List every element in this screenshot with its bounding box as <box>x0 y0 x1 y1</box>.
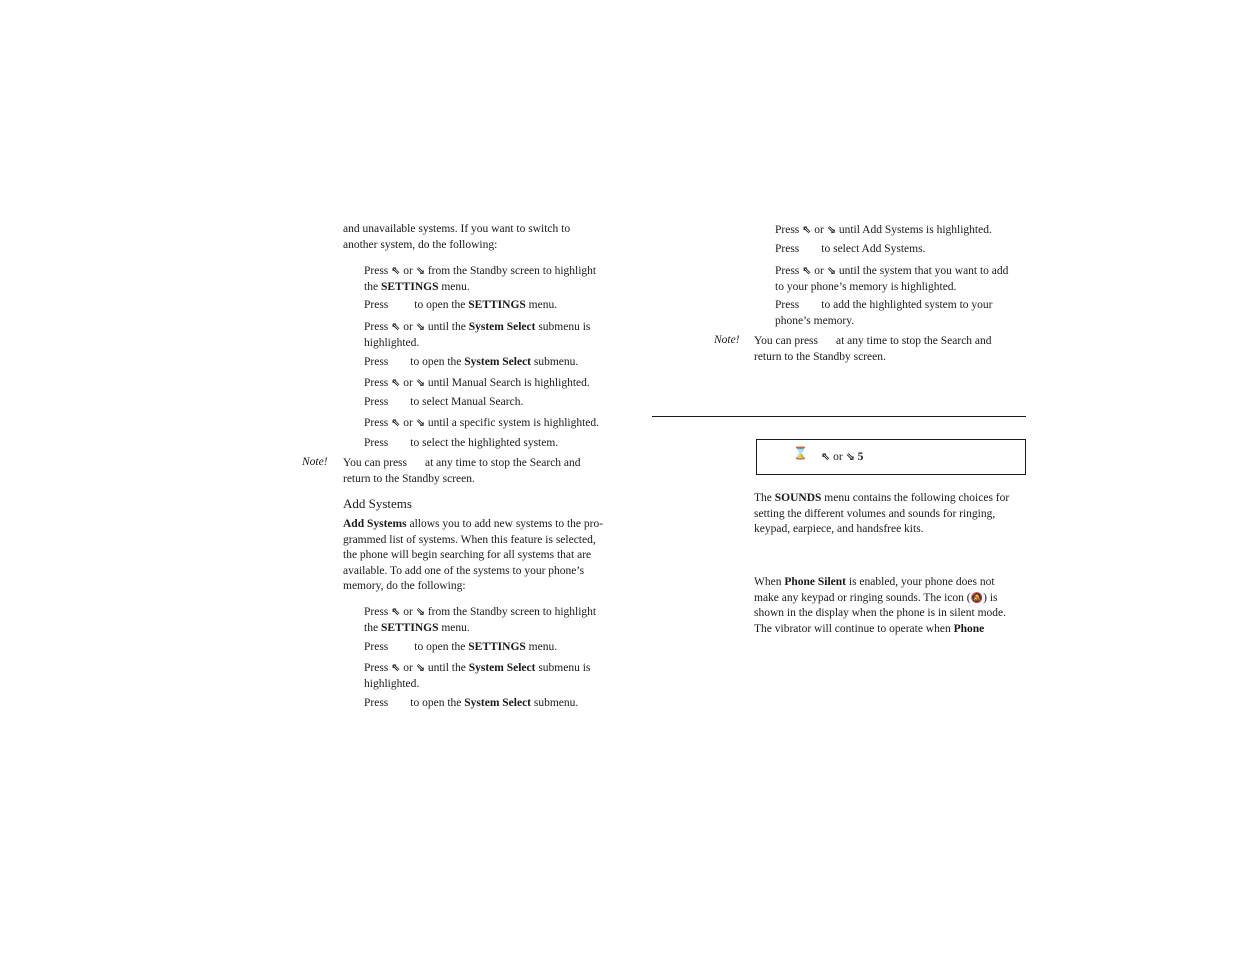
or-word: or <box>814 224 824 236</box>
para-line: allows you to add new systems to the pro- <box>406 518 604 530</box>
step-text: from the Standby screen to highlight <box>427 265 597 277</box>
or-word: or <box>403 417 413 429</box>
bell-off-icon: 🔕 <box>970 592 984 604</box>
step-5 <box>364 375 590 392</box>
up-arrow-icon: ⇖ <box>391 320 401 333</box>
down-arrow-icon: ⇘ <box>826 264 836 277</box>
step-11 <box>364 660 590 692</box>
press-word: Press <box>364 299 389 311</box>
intro-paragraph <box>343 222 570 253</box>
up-arrow-icon: ⇖ <box>391 264 401 277</box>
step-text: from the Standby screen to highlight <box>427 606 597 618</box>
press-word: Press <box>364 356 389 368</box>
menu-word: menu. <box>528 299 558 311</box>
note-text <box>754 334 992 365</box>
or-word: or <box>403 606 413 618</box>
down-arrow-icon: ⇘ <box>415 416 425 429</box>
up-arrow-icon: ⇖ <box>802 223 812 236</box>
step-text: to add the highlighted system to your <box>821 299 993 311</box>
note-line: You can press <box>754 335 818 347</box>
menu-word: menu. <box>441 280 470 293</box>
down-arrow-icon: ⇘ <box>415 605 425 618</box>
press-word: Press <box>364 396 389 408</box>
step-10 <box>364 640 557 656</box>
para-text: The <box>754 492 772 504</box>
or-word: or <box>403 265 413 277</box>
step-2 <box>364 298 557 314</box>
add-systems-paragraph <box>343 517 603 595</box>
para-line: the phone will begin searching for all systems that are <box>343 549 592 562</box>
settings-keyword: SETTINGS <box>468 641 526 653</box>
step-text: phone’s memory. <box>775 314 855 327</box>
para-line: menu contains the following choices for <box>824 492 1010 504</box>
step-text: to your phone’s memory is highlighted. <box>775 280 957 293</box>
silent-paragraph <box>754 575 1006 637</box>
settings-keyword: SETTINGS <box>380 280 439 293</box>
note-line: return to the Standby screen. <box>754 350 886 363</box>
step-text: to select Manual Search. <box>410 396 524 408</box>
sounds-paragraph <box>754 491 1009 538</box>
intro-line: another system, do the following: <box>343 238 498 251</box>
press-word: Press <box>775 265 800 277</box>
sounds-keyword: SOUNDS <box>774 492 822 504</box>
note-label: Note! <box>714 334 740 346</box>
step-text: submenu. <box>533 697 579 709</box>
press-word: Press <box>364 377 389 389</box>
step-r4 <box>775 298 992 329</box>
system-select-keyword: System Select <box>464 697 532 709</box>
step-text: to open the <box>410 356 462 368</box>
step-text: until the system that you want to add <box>838 265 1009 277</box>
note-line: at any time to stop the Search and <box>425 457 581 469</box>
press-word: Press <box>775 299 800 311</box>
note-label: Note! <box>302 456 328 468</box>
step-text: until Manual Search is highlighted. <box>427 377 590 389</box>
section-divider <box>652 416 1026 417</box>
shortcut-text <box>821 450 863 463</box>
step-r2 <box>775 242 925 258</box>
or-word: or <box>403 377 413 389</box>
step-text: highlighted. <box>364 677 420 690</box>
step-text: to open the <box>414 641 466 653</box>
system-select-keyword: System Select <box>468 662 536 674</box>
para-line: shown in the display when the phone is in silent mode. <box>754 607 1007 620</box>
step-text: submenu is <box>538 662 591 674</box>
step-text: to open the <box>414 299 466 311</box>
phone-keyword: Phone <box>953 622 985 635</box>
down-arrow-icon: ⇘ <box>826 223 836 236</box>
para-line: ) is <box>983 591 998 604</box>
press-word: Press <box>364 641 389 653</box>
step-text: until a specific system is highlighted. <box>427 417 600 429</box>
down-arrow-icon: ⇘ <box>415 661 425 674</box>
down-arrow-icon: ⇘ <box>415 376 425 389</box>
press-word: Press <box>775 243 800 255</box>
step-4 <box>364 355 578 371</box>
press-word: Press <box>364 697 389 709</box>
or-word: or <box>403 662 413 674</box>
para-line: available. To add one of the systems to your phone’s <box>343 564 585 577</box>
press-word: Press <box>364 417 389 429</box>
the-word: the <box>364 280 379 293</box>
step-3 <box>364 319 590 351</box>
note-line: return to the Standby screen. <box>343 472 475 485</box>
step-text: submenu. <box>533 356 579 368</box>
press-word: Press <box>364 265 389 277</box>
note-text <box>343 456 581 487</box>
up-arrow-icon: ⇖ <box>391 605 401 618</box>
section-heading: Add Systems <box>343 496 412 511</box>
down-arrow-icon: ⇘ <box>415 320 425 333</box>
up-arrow-icon: ⇖ <box>391 376 401 389</box>
menu-hourglass-icon: ⌛ <box>793 446 808 460</box>
step-7 <box>364 415 599 432</box>
step-12 <box>364 696 578 712</box>
down-arrow-icon: ⇘ <box>415 264 425 277</box>
up-arrow-icon: ⇖ <box>391 416 401 429</box>
step-text: to select Add Systems. <box>821 243 926 255</box>
para-line: setting the different volumes and sounds for ringing, <box>754 507 996 520</box>
press-word: Press <box>364 437 389 449</box>
para-line: make any keypad or ringing sounds. The icon ( <box>754 591 971 604</box>
para-line: The vibrator will continue to operate when <box>754 622 951 635</box>
system-select-keyword: System Select <box>468 321 536 333</box>
intro-line: and unavailable systems. If you want to switch to <box>343 223 571 235</box>
add-systems-keyword: Add Systems <box>343 518 407 530</box>
shortcut-number: 5 <box>857 451 864 463</box>
step-text: until Add Systems is highlighted. <box>838 224 992 236</box>
step-r3 <box>775 263 1008 295</box>
step-8 <box>364 436 558 452</box>
step-text: until the <box>427 662 466 674</box>
shortcut-box <box>756 439 1026 475</box>
step-9 <box>364 604 596 636</box>
up-arrow-icon: ⇖ <box>821 450 831 463</box>
press-word: Press <box>364 606 389 618</box>
step-text: highlighted. <box>364 336 420 349</box>
or-word: or <box>403 321 413 333</box>
press-word: Press <box>364 321 389 333</box>
settings-keyword: SETTINGS <box>380 621 439 634</box>
step-text: submenu is <box>538 321 591 333</box>
para-line: is enabled, your phone does not <box>848 576 995 588</box>
system-select-keyword: System Select <box>464 356 532 368</box>
up-arrow-icon: ⇖ <box>391 661 401 674</box>
note-line: You can press <box>343 457 407 469</box>
settings-keyword: SETTINGS <box>468 299 526 311</box>
phone-silent-keyword: Phone Silent <box>784 576 847 588</box>
note-line: at any time to stop the Search and <box>836 335 992 347</box>
step-r1 <box>775 222 992 239</box>
para-line: keypad, earpiece, and handsfree kits. <box>754 523 924 536</box>
down-arrow-icon: ⇘ <box>845 450 855 463</box>
menu-word: menu. <box>528 641 558 653</box>
press-word: Press <box>364 662 389 674</box>
or-word: or <box>814 265 824 277</box>
menu-word: menu. <box>441 621 470 634</box>
up-arrow-icon: ⇖ <box>802 264 812 277</box>
step-1 <box>364 263 596 295</box>
para-line: memory, do the following: <box>343 580 466 593</box>
step-6 <box>364 395 523 411</box>
step-text: until the <box>427 321 466 333</box>
para-line: grammed list of systems. When this feature is selected, <box>343 533 596 546</box>
press-word: Press <box>775 224 800 236</box>
para-text: When <box>754 576 782 588</box>
step-text: to open the <box>410 697 462 709</box>
or-word: or <box>833 451 843 463</box>
step-text: to select the highlighted system. <box>410 437 559 449</box>
the-word: the <box>364 621 379 634</box>
